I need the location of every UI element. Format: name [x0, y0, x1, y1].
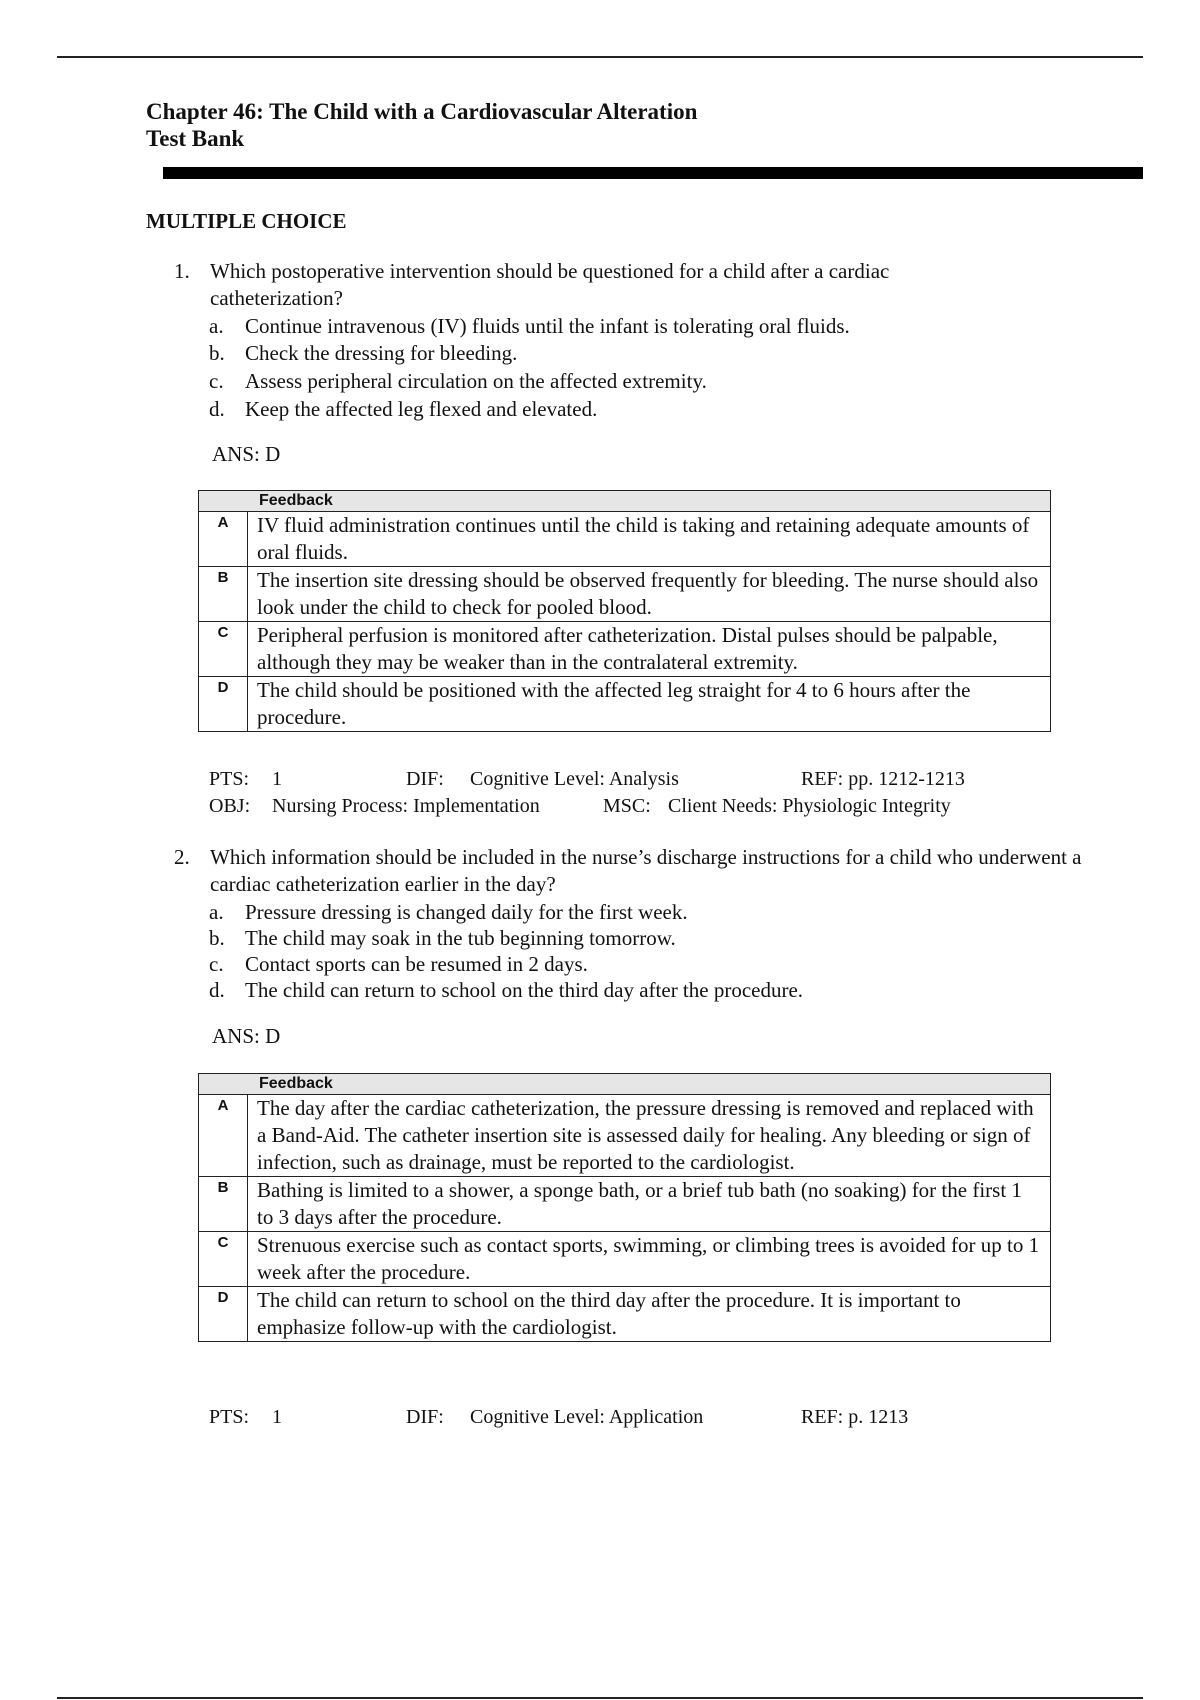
- answer-option: [209, 340, 517, 367]
- bottom-rule: [57, 1697, 1143, 1699]
- feedback-row: [199, 1177, 1051, 1232]
- feedback-row: [199, 1232, 1051, 1287]
- feedback-text: Peripheral perfusion is monitored after catheterization. Distal pulses should be palpable, although they may be weaker than in the contralateral extremity.: [248, 622, 1051, 677]
- answer-key: ANS: D: [212, 1024, 281, 1048]
- chapter-title-line: Chapter 46: The Child with a Cardiovascular Alteration: [146, 99, 698, 124]
- header-divider-bar: [163, 167, 1143, 179]
- ref-value: REF: p. 1213: [801, 1406, 909, 1428]
- option-letter: b.: [209, 926, 225, 950]
- option-letter: c.: [209, 952, 224, 976]
- feedback-row: [199, 567, 1051, 622]
- option-letter: b.: [209, 341, 225, 365]
- feedback-letter: D: [199, 677, 248, 732]
- dif-value: Cognitive Level: Analysis: [470, 768, 679, 790]
- option-text: Check the dressing for bleeding.: [245, 341, 518, 365]
- option-letter: a.: [209, 314, 224, 338]
- msc-value: Client Needs: Physiologic Integrity: [668, 795, 951, 817]
- dif-label: DIF:: [406, 768, 444, 790]
- feedback-row: [199, 1287, 1051, 1342]
- feedback-text: The insertion site dressing should be observed frequently for bleeding. The nurse should also look under the child to check for pooled blood.: [248, 567, 1051, 622]
- obj-label: OBJ:: [209, 795, 251, 817]
- feedback-text: The child can return to school on the third day after the procedure. It is important to emphasize follow-up with the cardiologist.: [248, 1287, 1051, 1342]
- obj-value: Nursing Process: Implementation: [272, 795, 540, 817]
- option-text: The child may soak in the tub beginning tomorrow.: [245, 926, 676, 950]
- dif-label: DIF:: [406, 1406, 444, 1428]
- answer-option: [209, 368, 707, 395]
- question-text: Which postoperative intervention should be questioned for a child after a cardiac catheterization?: [210, 259, 890, 310]
- answer-option: [209, 313, 850, 340]
- question-stem: [174, 844, 1104, 898]
- answer-key: ANS: D: [212, 442, 281, 466]
- feedback-row: [199, 512, 1051, 567]
- question-number: 1.: [174, 259, 190, 283]
- option-text: Contact sports can be resumed in 2 days.: [245, 952, 588, 976]
- feedback-table: [198, 490, 1051, 732]
- feedback-row: [199, 1095, 1051, 1177]
- pts-value: 1: [272, 1406, 282, 1428]
- test-bank-subtitle: Test Bank: [146, 126, 245, 151]
- answer-option: [209, 925, 676, 952]
- option-text: Assess peripheral circulation on the affected extremity.: [245, 369, 707, 393]
- question-stem: [174, 258, 1104, 312]
- feedback-letter: C: [199, 622, 248, 677]
- question-number: 2.: [174, 845, 190, 869]
- feedback-text: Strenuous exercise such as contact sports, swimming, or climbing trees is avoided for up to 1 week after the procedure.: [248, 1232, 1051, 1287]
- feedback-letter: A: [199, 1095, 248, 1177]
- top-rule: [57, 56, 1143, 58]
- feedback-letter: A: [199, 512, 248, 567]
- msc-label: MSC:: [603, 795, 651, 817]
- question-text: Which information should be included in the nurse’s discharge instructions for a child who underwent a cardiac catheterization earlier in the day?: [210, 845, 1082, 896]
- answer-option: [209, 396, 597, 423]
- feedback-table: [198, 1073, 1051, 1342]
- option-text: Continue intravenous (IV) fluids until the infant is tolerating oral fluids.: [245, 314, 850, 338]
- feedback-header: Feedback: [199, 491, 1051, 512]
- ref-value: REF: pp. 1212-1213: [801, 768, 965, 790]
- option-text: Keep the affected leg flexed and elevated.: [245, 397, 598, 421]
- feedback-row: [199, 622, 1051, 677]
- chapter-title: [146, 98, 697, 152]
- feedback-text: Bathing is limited to a shower, a sponge bath, or a brief tub bath (no soaking) for the first 1 to 3 days after the procedure.: [248, 1177, 1051, 1232]
- dif-value: Cognitive Level: Application: [470, 1406, 704, 1428]
- option-letter: c.: [209, 369, 224, 393]
- feedback-text: IV fluid administration continues until the child is taking and retaining adequate amounts of oral fluids.: [248, 512, 1051, 567]
- feedback-letter: D: [199, 1287, 248, 1342]
- answer-option: [209, 951, 588, 978]
- feedback-text: The child should be positioned with the affected leg straight for 4 to 6 hours after the procedure.: [248, 677, 1051, 732]
- feedback-text: The day after the cardiac catheterization, the pressure dressing is removed and replaced with a Band-Aid. The catheter insertion site is assessed daily for healing. Any bleeding or sign of infection, such as drainage, must be reported to the cardiologist.: [248, 1095, 1051, 1177]
- answer-option: [209, 899, 688, 926]
- pts-value: 1: [272, 768, 282, 790]
- option-letter: d.: [209, 397, 225, 421]
- pts-label: PTS:: [209, 768, 250, 790]
- feedback-letter: B: [199, 567, 248, 622]
- feedback-header: Feedback: [199, 1074, 1051, 1095]
- option-text: The child can return to school on the third day after the procedure.: [245, 978, 804, 1002]
- answer-option: [209, 977, 803, 1004]
- option-letter: a.: [209, 900, 224, 924]
- section-title: MULTIPLE CHOICE: [146, 209, 347, 233]
- pts-label: PTS:: [209, 1406, 250, 1428]
- feedback-letter: B: [199, 1177, 248, 1232]
- feedback-letter: C: [199, 1232, 248, 1287]
- feedback-row: [199, 677, 1051, 732]
- option-text: Pressure dressing is changed daily for the first week.: [245, 900, 688, 924]
- option-letter: d.: [209, 978, 225, 1002]
